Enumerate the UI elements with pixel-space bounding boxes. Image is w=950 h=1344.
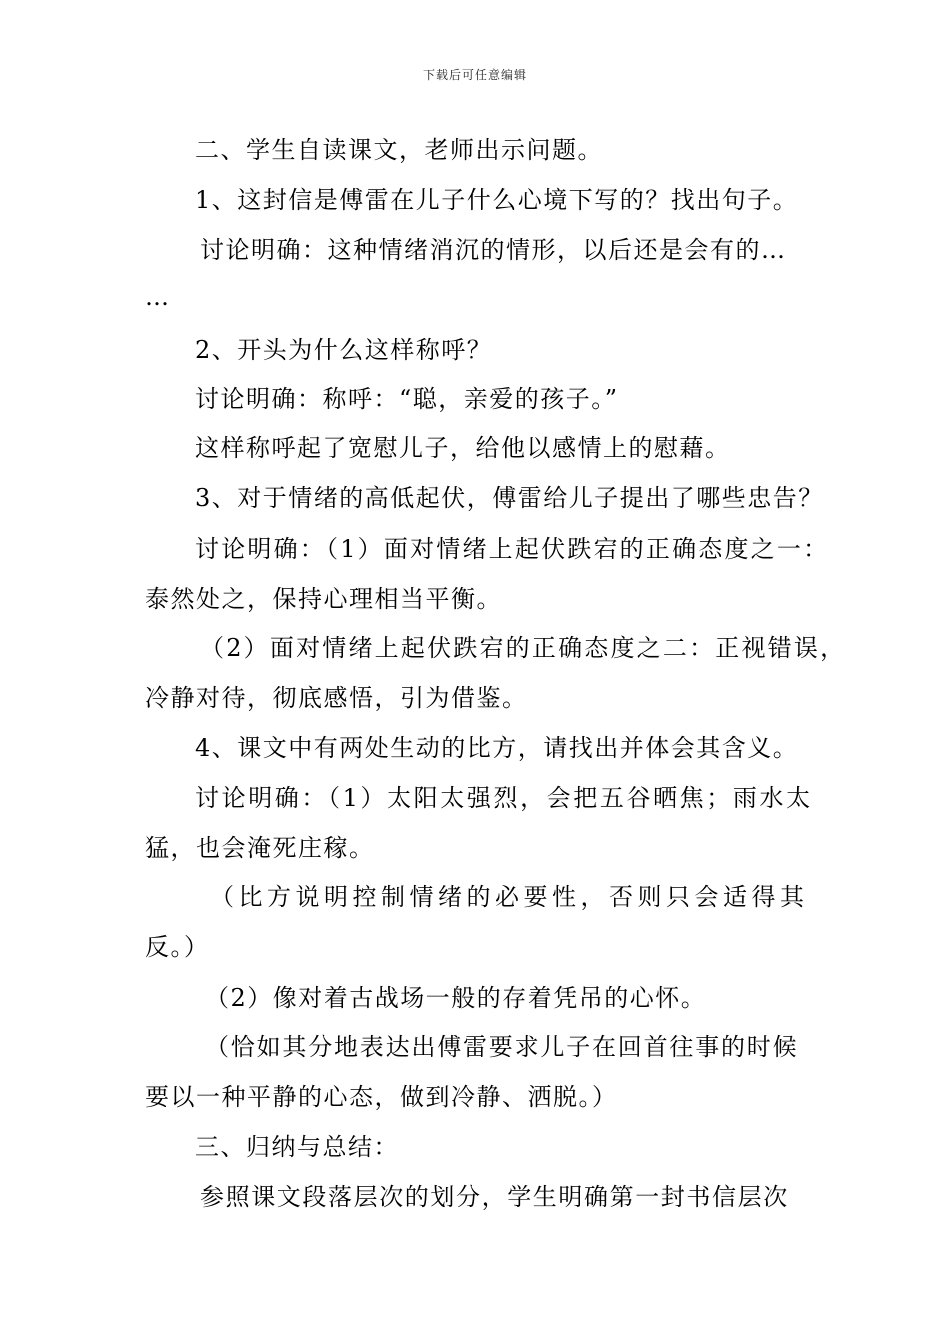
paragraph-line: 4、课文中有两处生动的比方，请找出并体会其含义。 — [195, 734, 799, 762]
paragraph-line: 这样称呼起了宽慰儿子，给他以感情上的慰藉。 — [195, 434, 731, 462]
paragraph-line: 猛，也会淹死庄稼。 — [145, 834, 375, 862]
paragraph-line: 讨论明确：（1）面对情绪上起伏跌宕的正确态度之一： — [195, 535, 830, 563]
paragraph-line: 1、这封信是傅雷在儿子什么心境下写的？找出句子。 — [195, 186, 799, 214]
paragraph-line: 2、开头为什么这样称呼？ — [195, 336, 493, 364]
paragraph-line: 讨论明确：（1）太阳太强烈，会把五谷晒焦；雨水太 — [195, 784, 813, 812]
paragraph-line: 参照课文段落层次的划分，学生明确第一封书信层次 — [200, 1183, 789, 1211]
paragraph-line: 讨论明确：这种情绪消沉的情形，以后还是会有的… — [200, 236, 787, 264]
paragraph-line: 二、学生自读课文，老师出示问题。 — [195, 136, 603, 164]
paragraph-line: 反。） — [145, 933, 210, 961]
paragraph-line: 三、归纳与总结： — [195, 1133, 399, 1161]
paragraph-line: （2）像对着古战场一般的存着凭吊的心怀。 — [205, 984, 707, 1012]
paragraph-line: 要以一种平静的心态，做到冷静、洒脱。） — [145, 1083, 618, 1111]
paragraph-line: （比方说明控制情绪的必要性，否则只会适得其 — [210, 883, 809, 911]
paragraph-line: 泰然处之，保持心理相当平衡。 — [145, 585, 502, 613]
page-header: 下载后可任意编辑 — [422, 68, 527, 82]
paragraph-line: （2）面对情绪上起伏跌宕的正确态度之二：正视错误， — [200, 634, 847, 662]
paragraph-line: 冷静对待，彻底感悟，引为借鉴。 — [145, 684, 528, 712]
paragraph-line: （恰如其分地表达出傅雷要求儿子在回首往事的时候 — [205, 1033, 799, 1061]
paragraph-line: 3、对于情绪的高低起伏，傅雷给儿子提出了哪些忠告？ — [195, 484, 824, 512]
paragraph-line: … — [145, 283, 171, 311]
paragraph-line: 讨论明确：称呼：“聪，亲爱的孩子。” — [195, 385, 619, 413]
